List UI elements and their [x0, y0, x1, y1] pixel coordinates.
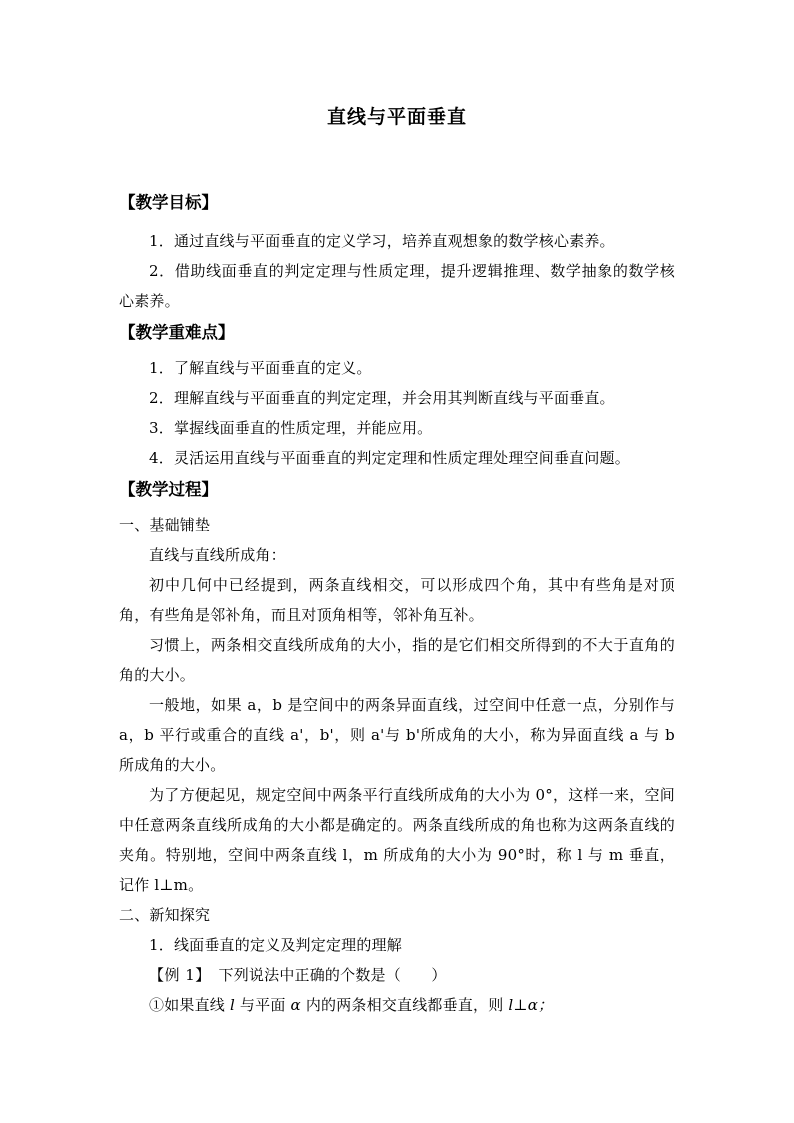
example-statement-1 — [119, 990, 675, 1020]
process-heading: 【教学过程】 — [119, 480, 218, 499]
section-1-paragraph-5: 为了方便起见，规定空间中两条平行直线所成角的大小为 0°，这样一来，空间中任意两条直线所成角的大小都是确定的。两条直线所成的角也称为这两条直线的夹角。特别地，空间中两条直线 l，m 所成角的大小为 90°时，称 l 与 m 垂直，记作 l⊥m。 — [119, 786, 675, 894]
statement-suffix: 内的两条相交直线都垂直，则 — [300, 996, 509, 1014]
math-symbol-alpha: α — [290, 996, 301, 1014]
goals-heading: 【教学目标】 — [119, 193, 218, 212]
key-point-item-2: 2．理解直线与平面垂直的判定定理，并会用其判断直线与平面垂直。 — [149, 389, 615, 407]
section-1-paragraph-2: 初中几何中已经提到，两条直线相交，可以形成四个角，其中有些角是对顶角，有些角是邻补角，而且对顶角相等，邻补角互补。 — [119, 576, 675, 624]
statement-mid: 与平面 — [234, 996, 291, 1014]
section-1-paragraph-1: 直线与直线所成角： — [149, 546, 286, 564]
example-1 — [119, 960, 675, 990]
section-2-title: 二、新知探究 — [119, 906, 211, 924]
section-2-subtitle: 1．线面垂直的定义及判定定理的理解 — [149, 936, 402, 954]
section-1-paragraph-3: 习惯上，两条相交直线所成角的大小，指的是它们相交所得到的不大于直角的角的大小。 — [119, 636, 675, 684]
page-title: 直线与平面垂直 — [326, 106, 467, 128]
statement-result: l⊥α； — [508, 996, 554, 1014]
math-symbol-l: l — [229, 996, 235, 1014]
key-point-item-1: 1．了解直线与平面垂直的定义。 — [149, 359, 372, 377]
section-1-title: 一、基础铺垫 — [119, 516, 211, 534]
example-label: 【例 1】 — [149, 966, 204, 984]
statement-prefix: ①如果直线 — [149, 996, 230, 1014]
document-body — [119, 186, 675, 1020]
goal-item-2: 2．借助线面垂直的判定定理与性质定理，提升逻辑推理、数学抽象的数学核心素养。 — [119, 262, 675, 310]
section-1-paragraph-4: 一般地，如果 a，b 是空间中的两条异面直线，过空间中任意一点，分别作与 a，b 平行或重合的直线 a'，b'，则 a'与 b'所成角的大小，称为异面直线 a 与 b 所成角的大小。 — [119, 696, 675, 774]
key-points-heading: 【教学重难点】 — [119, 323, 235, 342]
goal-item-1: 1．通过直线与平面垂直的定义学习，培养直观想象的数学核心素养。 — [149, 232, 615, 250]
example-text: 下列说法中正确的个数是（ ） — [218, 966, 447, 984]
key-point-item-3: 3．掌握线面垂直的性质定理，并能应用。 — [149, 419, 433, 437]
key-point-item-4: 4．灵活运用直线与平面垂直的判定定理和性质定理处理空间垂直问题。 — [149, 449, 630, 467]
